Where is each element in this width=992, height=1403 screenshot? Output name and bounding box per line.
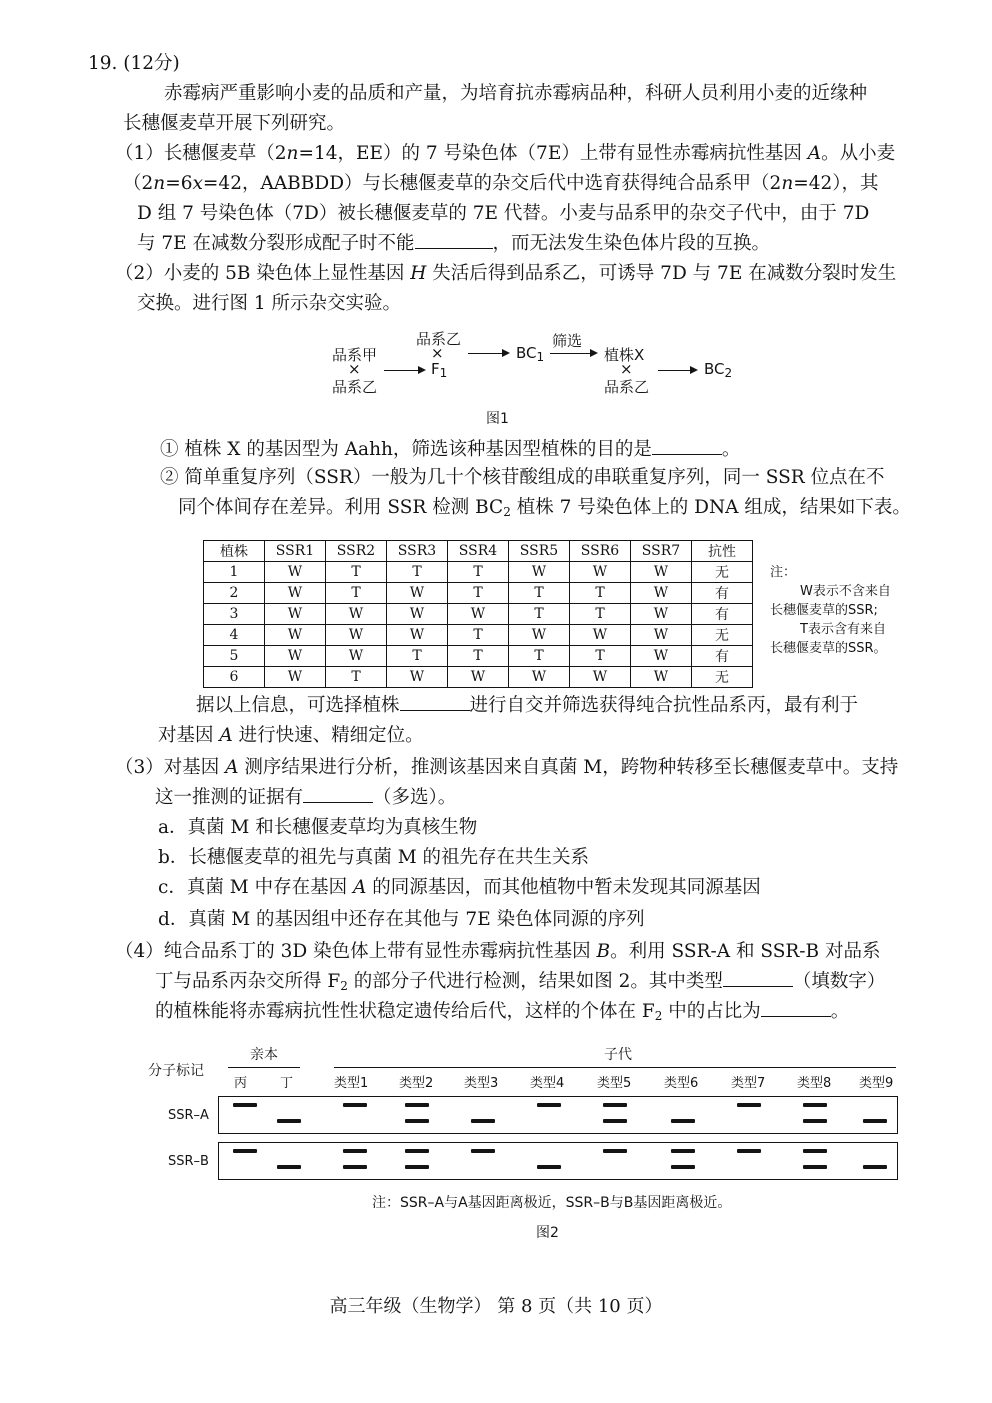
part2-q1: ① 植株 X 的基因型为 Aahh，筛选该种基因型植株的目的是 。 [160, 436, 740, 464]
lane-label: 类型4 [530, 1076, 565, 1091]
table-cell: W [570, 667, 631, 688]
table-note-line: W表示不含来自 [800, 584, 891, 599]
option-d: d．真菌 M 的基因组中还存在其他与 7E 染色体同源的序列 [158, 909, 645, 930]
part1-line-4: 与 7E 在减数分裂形成配子时不能 ，而无法发生染色体片段的互换。 [137, 230, 770, 258]
part2-line-2: 交换。进行图 1 所示杂交实验。 [137, 293, 402, 314]
table-cell: 无 [692, 667, 753, 688]
part2-q2-line-2: 同个体间存在差异。利用 SSR 检测 $BC_2$ 植株 7 号染色体上的 DNA 组成，结果如下表。 [178, 497, 911, 519]
lane-label: 类型7 [731, 1076, 766, 1091]
page-footer: 高三年级（生物学） 第 8 页（共 10 页） [329, 1296, 663, 1317]
gel-band [471, 1119, 495, 1123]
lane-label: 类型9 [859, 1076, 894, 1091]
fig1-arrow-2 [468, 353, 508, 354]
part3-line-1: （3）对基因 A 测序结果进行分析，推测该基因来自真菌 M，跨物种转移至长穗偃麦草中。支持 [115, 757, 899, 778]
fig1-cross-3: × [620, 360, 633, 378]
fig1-yi-2: 品系乙 [416, 330, 462, 348]
table-cell: W [509, 667, 570, 688]
question-number: 19. (12分) [88, 53, 180, 74]
part2-after-line-1: 据以上信息，可选择植株 进行自交并筛选获得纯合抗性品系丙，最有利于 [196, 692, 858, 720]
table-cell: W [265, 604, 326, 625]
table-cell: T [387, 562, 448, 583]
table-cell: W [326, 604, 387, 625]
table-cell: W [509, 562, 570, 583]
table-cell: W [509, 625, 570, 646]
lane-label: 类型6 [664, 1076, 699, 1091]
gel-band [405, 1165, 429, 1169]
fig2-offspring-label: 子代 [604, 1047, 632, 1063]
gel-band [803, 1149, 827, 1153]
gel-band [343, 1103, 367, 1107]
table-cell: 3 [204, 604, 265, 625]
table-cell: W [265, 646, 326, 667]
gel-band [603, 1149, 627, 1153]
table-cell: 2 [204, 583, 265, 604]
gel-band [737, 1103, 761, 1107]
table-header: SSR1 [265, 541, 326, 562]
gel-band [233, 1149, 257, 1153]
gel-band [671, 1165, 695, 1169]
table-row [204, 646, 753, 667]
option-c: c．真菌 M 中存在基因 A 的同源基因，而其他植物中暂未发现其同源基因 [158, 877, 761, 898]
table-cell: W [631, 646, 692, 667]
answer-blank[interactable] [400, 692, 470, 711]
gel-band [863, 1165, 887, 1169]
part3-line-2: 这一推测的证据有 （多选）。 [155, 784, 456, 812]
lane-label: 类型1 [334, 1076, 369, 1091]
table-cell: W [265, 583, 326, 604]
table-cell: T [509, 646, 570, 667]
table-cell: 有 [692, 583, 753, 604]
table-note-line: 长穗偃麦草的SSR。 [770, 641, 887, 656]
gel-band [671, 1149, 695, 1153]
table-note-label: 注： [770, 565, 797, 580]
part1-line-2: （2n=6x=42，AABBDD）与长穗偃麦草的杂交后代中选育获得纯合品系甲（2n=42），其 [123, 173, 879, 194]
gel-band [737, 1149, 761, 1153]
table-cell: W [570, 625, 631, 646]
gel-band [803, 1103, 827, 1107]
answer-blank[interactable] [303, 784, 373, 803]
table-row [204, 667, 753, 688]
fig1-plant-x: 植株X [604, 346, 645, 364]
table-cell: W [265, 667, 326, 688]
gel-band [343, 1149, 367, 1153]
figure-1-caption: 图1 [486, 411, 509, 427]
answer-blank[interactable] [723, 968, 793, 987]
table-row [204, 562, 753, 583]
table-cell: W [387, 583, 448, 604]
gel-band [277, 1165, 301, 1169]
table-cell: T [326, 562, 387, 583]
fig2-parents-label: 亲本 [250, 1047, 278, 1063]
gel-strip-ssr-b [218, 1142, 898, 1180]
part4-line-1: （4）纯合品系丁的 3D 染色体上带有显性赤霉病抗性基因 B。利用 SSR-A 和 SSR-B 对品系 [115, 941, 881, 962]
gel-band [343, 1165, 367, 1169]
table-cell: T [570, 583, 631, 604]
part4-line-3: 的植株能将赤霉病抗性性状稳定遗传给后代，这样的个体在 $F_2$ 中的占比为 。 [155, 998, 849, 1030]
lane-label: 类型3 [464, 1076, 499, 1091]
fig1-arrow-3 [550, 353, 596, 354]
table-cell: T [448, 562, 509, 583]
option-a: a．真菌 M 和长穗偃麦草均为真核生物 [158, 817, 478, 838]
table-header-row [204, 541, 753, 562]
answer-blank[interactable] [652, 436, 722, 455]
fig1-arrow-4 [658, 370, 696, 371]
gel-band [803, 1165, 827, 1169]
fig1-jia: 品系甲 [332, 346, 378, 364]
part1-line-3: D 组 7 号染色体（7D）被长穗偃麦草的 7E 代替。小麦与品系甲的杂交子代中，由于 7D [137, 203, 870, 224]
table-header: SSR6 [570, 541, 631, 562]
table-row [204, 604, 753, 625]
intro-line-1: 赤霉病严重影响小麦的品质和产量，为培育抗赤霉病品种，科研人员利用小麦的近缘种 [164, 83, 868, 104]
table-cell: 有 [692, 604, 753, 625]
table-cell: T [326, 667, 387, 688]
fig1-yi-3: 品系乙 [604, 378, 650, 396]
part4-line-2: 丁与品系丙杂交所得 $F_2$ 的部分子代进行检测，结果如图 2。其中类型 （填数字） [155, 968, 885, 1000]
table-cell: T [448, 583, 509, 604]
table-cell: W [265, 625, 326, 646]
table-cell: W [631, 667, 692, 688]
table-cell: W [570, 562, 631, 583]
gel-band [277, 1119, 301, 1123]
option-b: b．长穗偃麦草的祖先与真菌 M 的祖先存在共生关系 [158, 847, 590, 868]
gel-band [671, 1119, 695, 1123]
ssr-table [203, 540, 753, 688]
table-cell: T [387, 646, 448, 667]
table-cell: W [448, 604, 509, 625]
table-cell: W [387, 625, 448, 646]
fig1-bc1: $BC_1$ [516, 344, 545, 364]
figure-2-caption: 图2 [536, 1225, 559, 1241]
table-cell: W [265, 562, 326, 583]
table-cell: 有 [692, 646, 753, 667]
marker-label-ssr-a: SSR–A [168, 1108, 209, 1123]
lane-label: 类型8 [797, 1076, 832, 1091]
gel-band [233, 1103, 257, 1107]
table-header: SSR4 [448, 541, 509, 562]
table-header: 植株 [204, 541, 265, 562]
lane-label: 丁 [280, 1076, 294, 1091]
table-note [770, 563, 891, 658]
figure-2-gel [148, 1042, 908, 1192]
table-cell: T [448, 646, 509, 667]
fig1-bc2: $BC_2$ [704, 360, 733, 380]
fig1-yi-1: 品系乙 [332, 378, 378, 396]
table-cell: 6 [204, 667, 265, 688]
fig2-row-header: 分子标记 [148, 1063, 204, 1079]
gel-strip-ssr-a [218, 1096, 898, 1134]
table-cell: W [326, 625, 387, 646]
fig1-arrow-1 [384, 370, 424, 371]
figure-1-cross-diagram [320, 326, 740, 402]
table-cell: W [387, 604, 448, 625]
table-cell: T [570, 646, 631, 667]
gel-band [537, 1165, 561, 1169]
intro-line-2: 长穗偃麦草开展下列研究。 [123, 113, 346, 134]
table-row [204, 625, 753, 646]
fig1-f1: $F_1$ [431, 360, 448, 380]
table-row [204, 583, 753, 604]
table-header: SSR7 [631, 541, 692, 562]
table-cell: T [326, 583, 387, 604]
table-cell: T [509, 604, 570, 625]
figure-2-note: 注：SSR–A与A基因距离极近，SSR–B与B基因距离极近。 [372, 1195, 732, 1211]
gel-band [603, 1119, 627, 1123]
gel-band [405, 1149, 429, 1153]
gel-band [537, 1103, 561, 1107]
table-header: SSR2 [326, 541, 387, 562]
table-cell: 1 [204, 562, 265, 583]
table-cell: T [570, 604, 631, 625]
table-cell: W [448, 667, 509, 688]
table-cell: 无 [692, 625, 753, 646]
table-cell: W [387, 667, 448, 688]
part2-line-1: （2）小麦的 5B 染色体上显性基因 H 失活后得到品系乙，可诱导 7D 与 7E 在减数分裂时发生 [115, 263, 897, 284]
table-note-line: 长穗偃麦草的SSR; [770, 603, 878, 618]
lane-label: 丙 [234, 1076, 248, 1091]
table-cell: W [631, 604, 692, 625]
table-cell: 4 [204, 625, 265, 646]
table-note-line: T表示含有来自 [800, 622, 886, 637]
gel-band [803, 1119, 827, 1123]
table-cell: T [509, 583, 570, 604]
table-cell: T [448, 625, 509, 646]
lane-label: 类型2 [399, 1076, 434, 1091]
part2-after-line-2: 对基因 A 进行快速、精细定位。 [158, 725, 424, 746]
answer-blank[interactable] [761, 998, 831, 1017]
table-cell: W [326, 646, 387, 667]
gel-band [405, 1103, 429, 1107]
table-header: 抗性 [692, 541, 753, 562]
gel-band [863, 1119, 887, 1123]
gel-band [603, 1103, 627, 1107]
part1-line-1: （1）长穗偃麦草（2n=14，EE）的 7 号染色体（7E）上带有显性赤霉病抗性基因 A。从小麦 [115, 143, 896, 164]
table-cell: 5 [204, 646, 265, 667]
table-cell: W [631, 562, 692, 583]
fig2-offspring-line [334, 1067, 896, 1068]
part2-q2-line-1: ② 简单重复序列（SSR）一般为几十个核苷酸组成的串联重复序列，同一 SSR 位点在不 [160, 467, 885, 488]
answer-blank[interactable] [415, 230, 493, 249]
fig1-cross-2: × [431, 344, 444, 362]
table-header: SSR5 [509, 541, 570, 562]
table-cell: W [631, 625, 692, 646]
table-cell: 无 [692, 562, 753, 583]
fig2-parents-line [228, 1067, 300, 1068]
fig1-screen-label: 筛选 [552, 332, 583, 350]
table-cell: W [631, 583, 692, 604]
gel-band [471, 1149, 495, 1153]
table-header: SSR3 [387, 541, 448, 562]
fig1-cross-1: × [348, 360, 361, 378]
gel-band [405, 1119, 429, 1123]
lane-label: 类型5 [597, 1076, 632, 1091]
marker-label-ssr-b: SSR–B [168, 1154, 209, 1169]
